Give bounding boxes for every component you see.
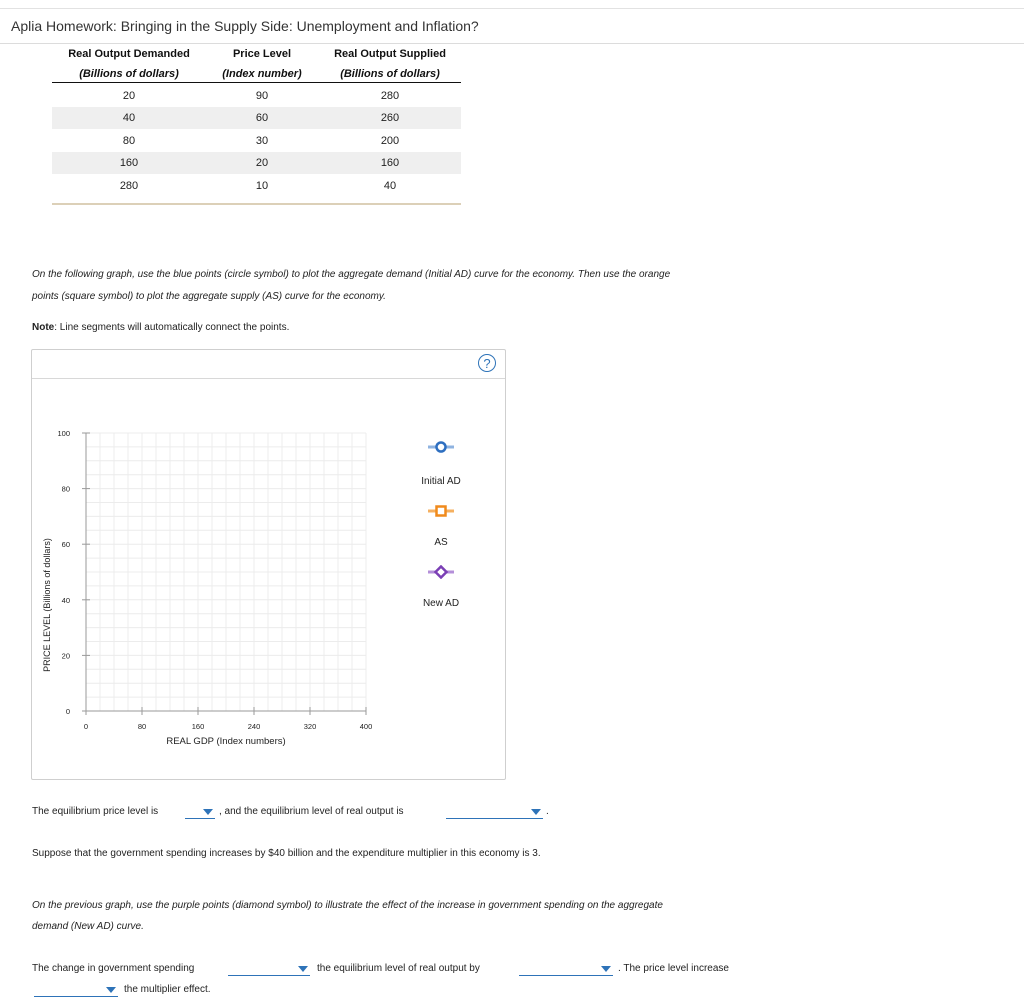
instruction-line-2: points (square symbol) to plot the aggregate supply (AS) curve for the economy. [32, 291, 386, 302]
cell-supplied: 200 [380, 135, 400, 147]
instruction-line-1: On the following graph, use the blue points (circle symbol) to plot the aggregate demand (Initial AD) curve for the economy. Then use the orange [32, 269, 671, 280]
y-tick-label: 40 [61, 595, 70, 605]
q3-text-4: the multiplier effect. [124, 984, 211, 995]
table-bottom-rule [52, 203, 461, 205]
table-row [52, 107, 461, 129]
y-tick-label: 0 [65, 707, 70, 716]
cell-price: 60 [255, 112, 269, 124]
table-row [52, 175, 461, 197]
page-title: Aplia Homework: Bringing in the Supply Side: Unemployment and Inflation? [11, 18, 479, 34]
cell-demanded: 40 [122, 112, 136, 124]
x-tick-label: 80 [137, 722, 147, 731]
cell-demanded: 80 [122, 135, 136, 147]
cell-supplied: 40 [383, 180, 397, 192]
header-price-level: Price Level [232, 48, 292, 60]
y-tick-label: 20 [61, 651, 70, 661]
as-legend-icon[interactable] [426, 504, 456, 518]
cell-price: 20 [255, 157, 269, 169]
x-tick-label: 400 [359, 722, 373, 731]
cell-price: 10 [255, 180, 269, 192]
equilibrium-output-dropdown[interactable] [446, 806, 543, 819]
x-tick-label: 240 [247, 722, 261, 731]
chevron-down-icon [531, 809, 541, 815]
note-text: : Line segments will automatically connect the points. [54, 322, 290, 333]
y-axis-label: PRICE LEVEL (Billions of dollars) [42, 538, 52, 672]
graph-panel [31, 349, 506, 780]
instruction2-line-2: demand (New AD) curve. [32, 921, 144, 932]
new-ad-legend-label: New AD [422, 598, 460, 609]
cell-price: 90 [255, 90, 269, 102]
cell-supplied: 280 [380, 90, 400, 102]
x-tick-label: 160 [191, 722, 205, 731]
table-row [52, 152, 461, 174]
cell-supplied: 160 [380, 157, 400, 169]
new-ad-legend-icon[interactable] [426, 565, 456, 579]
chevron-down-icon [203, 809, 213, 815]
question-equilibrium [32, 806, 158, 817]
cell-supplied: 260 [380, 112, 400, 124]
instruction2-line-1: On the previous graph, use the purple points (diamond symbol) to illustrate the effect of the increase in government spending on the aggregate [32, 900, 663, 911]
x-axis-label: REAL GDP (Index numbers) [166, 736, 286, 747]
cell-demanded: 280 [119, 180, 139, 192]
header-divider [52, 82, 461, 83]
header-price-level-unit: (Index number) [222, 68, 302, 80]
q1-text-3: . [546, 806, 549, 817]
government-spending-statement: Suppose that the government spending increases by $40 billion and the expenditure multiplier in this economy is 3. [32, 848, 541, 859]
cell-demanded: 160 [119, 157, 139, 169]
initial-ad-legend-icon[interactable] [426, 440, 456, 454]
note-label: Note [32, 322, 55, 333]
q3-text-2: the equilibrium level of real output by [317, 963, 480, 974]
table-row [52, 85, 461, 107]
x-tick-label: 0 [83, 722, 89, 731]
note [32, 322, 289, 333]
change-direction-dropdown[interactable] [228, 963, 310, 976]
q1-text-2: , and the equilibrium level of real output is [219, 806, 404, 817]
title-bar [0, 9, 1024, 44]
equilibrium-price-dropdown[interactable] [185, 806, 215, 819]
initial-ad-legend-label: Initial AD [421, 476, 461, 487]
header-demanded: Real Output Demanded [68, 48, 190, 60]
y-tick-label: 60 [61, 540, 70, 550]
q1-text-1: The equilibrium price level is [32, 806, 159, 817]
price-increase-dropdown[interactable] [34, 984, 118, 997]
y-tick-label: 80 [61, 484, 70, 494]
x-tick-label: 320 [303, 722, 317, 731]
chevron-down-icon [106, 987, 116, 993]
q3-text-1: The change in government spending [32, 963, 195, 974]
cell-price: 30 [255, 135, 269, 147]
output-change-dropdown[interactable] [519, 963, 613, 976]
as-legend-label: AS [434, 537, 448, 548]
table-row [52, 130, 461, 152]
help-icon[interactable]: ? [478, 354, 496, 372]
header-supplied: Real Output Supplied [334, 48, 446, 60]
chevron-down-icon [601, 966, 611, 972]
header-supplied-unit: (Billions of dollars) [340, 68, 440, 80]
y-tick-label: 100 [57, 429, 70, 438]
q3-text-3: . The price level increase [618, 963, 729, 974]
cell-demanded: 20 [122, 90, 136, 102]
chevron-down-icon [298, 966, 308, 972]
header-demanded-unit: (Billions of dollars) [79, 68, 179, 80]
